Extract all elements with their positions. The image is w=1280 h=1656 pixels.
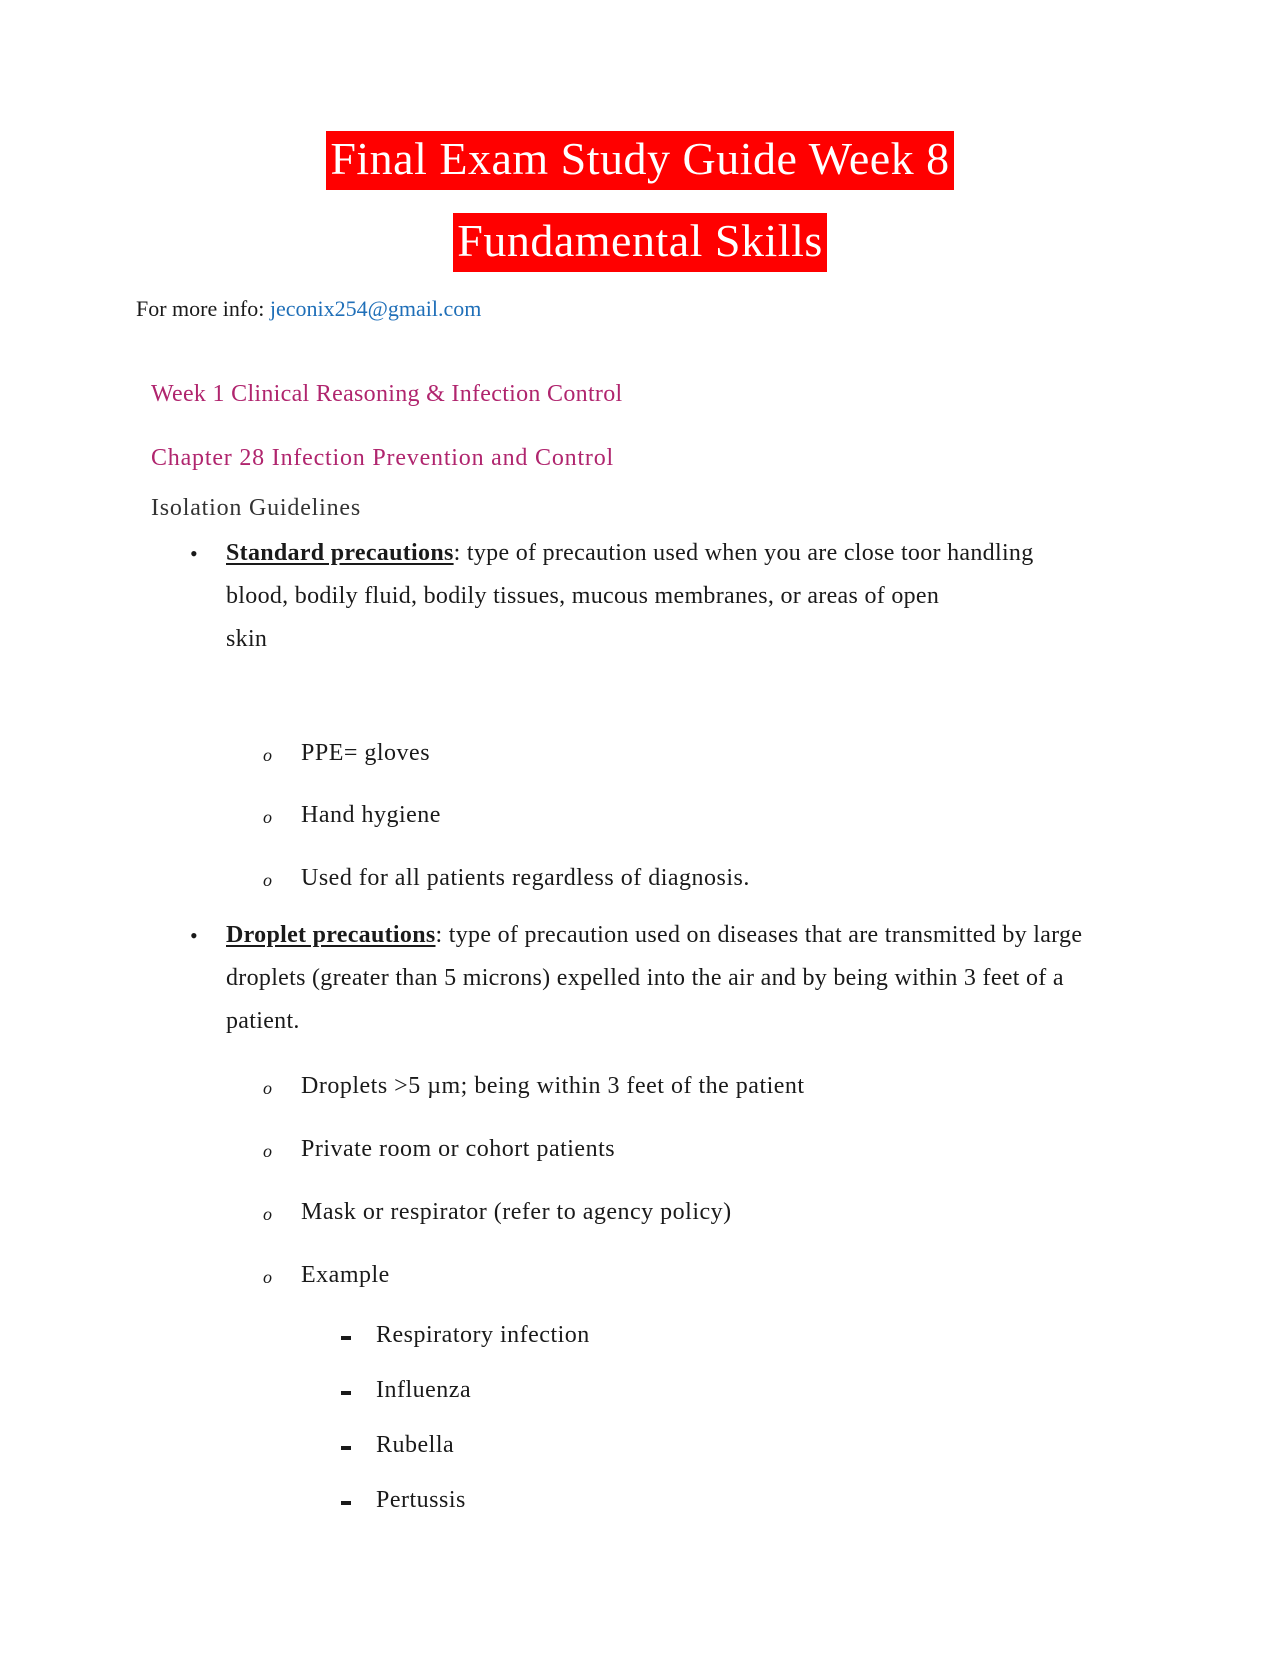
bullet-icon: • — [190, 541, 199, 566]
section-heading: Isolation Guidelines — [151, 495, 361, 521]
dash-bullet-icon — [341, 1336, 351, 1340]
title-line-1-text: Final Exam Study Guide Week 8 — [326, 131, 953, 190]
circle-bullet-icon: o — [263, 1267, 273, 1287]
contact-email-link[interactable]: jeconix254@gmail.com — [269, 296, 482, 321]
list-item — [263, 865, 750, 892]
example-item-text: Influenza — [376, 1377, 472, 1403]
standard-precautions-text: : type of precaution used when you are close toor handling blood, bodily fluid, bodily tissues, mucous membranes, or areas of open — [226, 540, 1034, 609]
list-item — [263, 1199, 732, 1226]
circle-bullet-icon: o — [263, 1141, 273, 1161]
circle-bullet-icon: o — [263, 807, 273, 827]
contact-label: For more info: — [136, 296, 270, 321]
circle-bullet-icon: o — [263, 1204, 273, 1224]
standard-precautions-bullet — [190, 532, 1106, 661]
standard-precautions-paragraph — [226, 532, 1086, 618]
standard-precautions-term: Standard precautions — [226, 540, 454, 566]
contact-info — [136, 296, 481, 322]
list-item — [263, 740, 431, 767]
circle-bullet-icon: o — [263, 870, 273, 890]
list-item-text: Mask or respirator (refer to agency policy) — [301, 1199, 732, 1225]
example-item-text: Rubella — [376, 1432, 455, 1458]
chapter-heading: Chapter 28 Infection Prevention and Control — [151, 445, 614, 471]
example-item — [376, 1322, 590, 1349]
list-item-text: Example — [301, 1262, 390, 1288]
example-item-text: Respiratory infection — [376, 1322, 590, 1348]
list-item-text: PPE= gloves — [301, 740, 431, 766]
list-item — [263, 1073, 805, 1100]
example-item-text: Pertussis — [376, 1487, 466, 1513]
bullet-icon: • — [190, 923, 199, 948]
list-item — [263, 1262, 390, 1289]
list-item-text: Hand hygiene — [301, 802, 441, 828]
circle-bullet-icon: o — [263, 1078, 273, 1098]
droplet-precautions-text: : type of precaution used on diseases that are transmitted by large droplets (greater than 5 microns) expelled into the air and by being within 3 feet of a patient. — [226, 922, 1083, 1034]
droplet-precautions-term: Droplet precautions — [226, 922, 436, 948]
dash-bullet-icon — [341, 1501, 351, 1505]
droplet-precautions-bullet — [190, 914, 1106, 1043]
standard-precautions-text-continued: skin — [226, 626, 268, 652]
week-heading: Week 1 Clinical Reasoning & Infection Control — [151, 381, 623, 407]
droplet-precautions-paragraph — [226, 914, 1106, 1043]
example-item — [376, 1487, 466, 1514]
list-item-text: Droplets >5 µm; being within 3 feet of the patient — [301, 1073, 805, 1099]
circle-bullet-icon: o — [263, 745, 273, 765]
dash-bullet-icon — [341, 1391, 351, 1395]
list-item — [263, 802, 441, 829]
dash-bullet-icon — [341, 1446, 351, 1450]
title-line-2 — [0, 215, 1280, 266]
title-line-2-text: Fundamental Skills — [453, 213, 827, 272]
list-item-text: Used for all patients regardless of diagnosis. — [301, 865, 750, 891]
example-item — [376, 1377, 471, 1404]
example-item — [376, 1432, 454, 1459]
title-line-1 — [0, 133, 1280, 184]
list-item — [263, 1136, 616, 1163]
list-item-text: Private room or cohort patients — [301, 1136, 616, 1162]
